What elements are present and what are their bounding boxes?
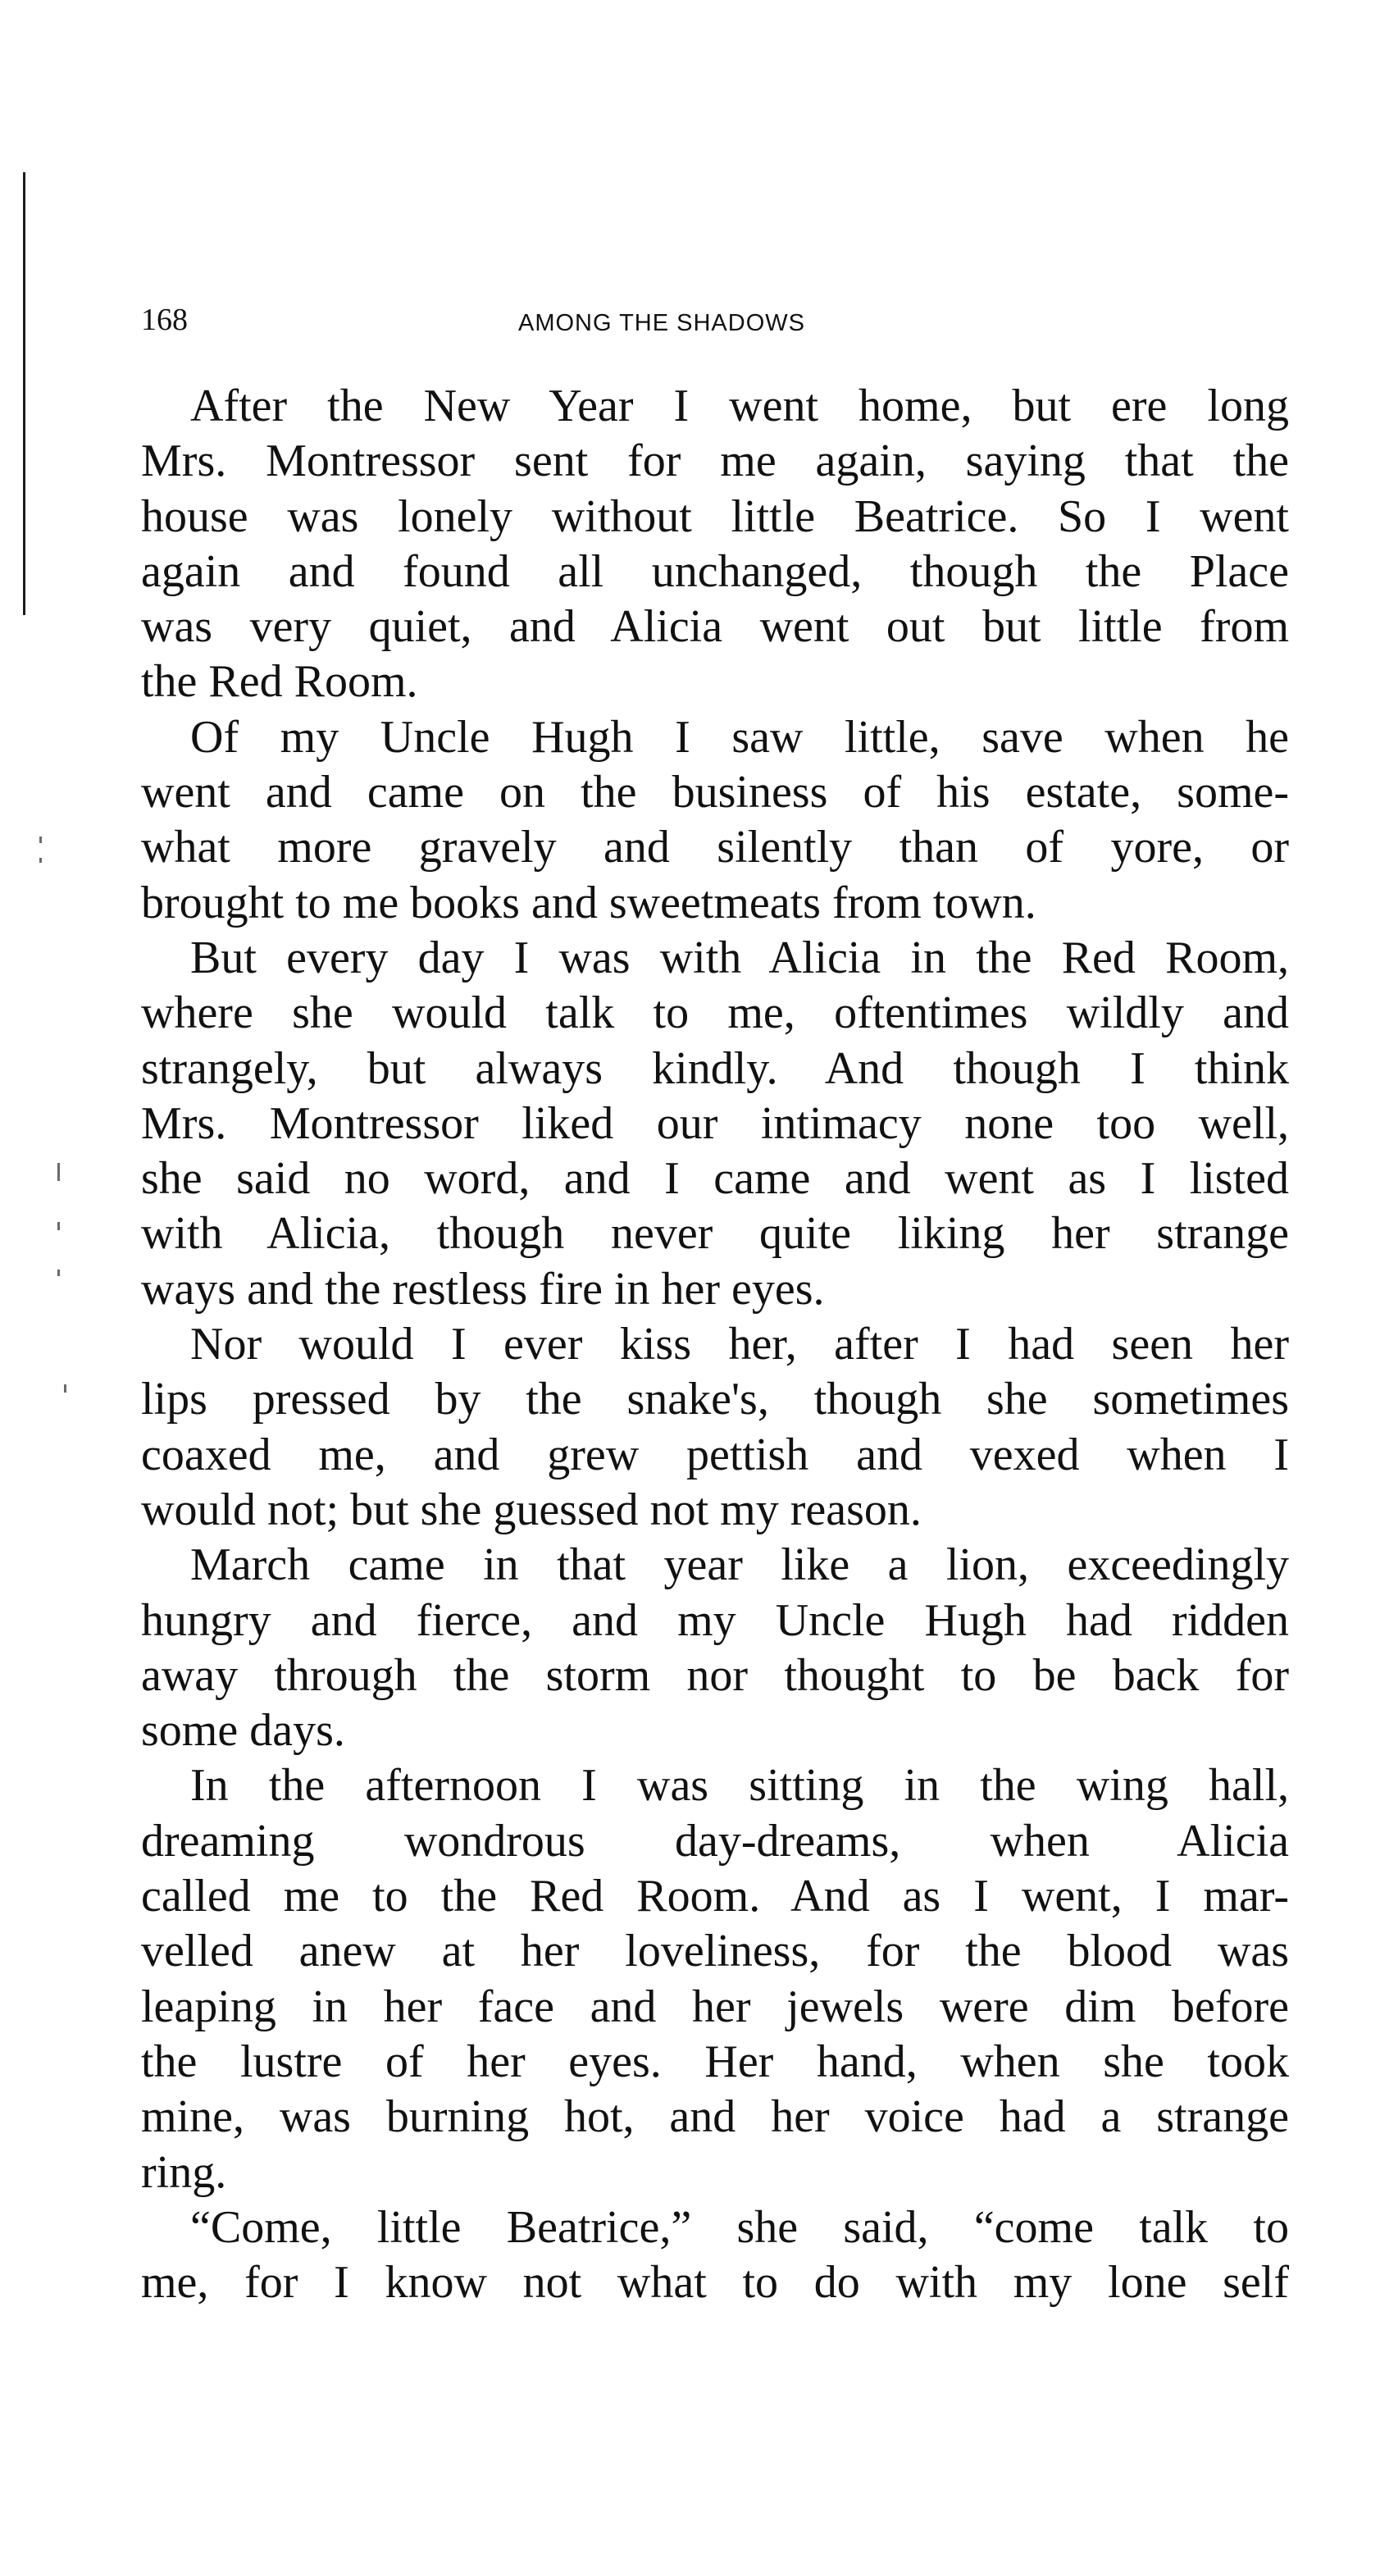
text-line: Mrs. Montressor sent for me again, saying that the	[141, 435, 1289, 487]
text-line: would not; but she guessed not my reason.	[141, 1484, 922, 1535]
text-line: brought to me books and sweetmeats from town.	[141, 877, 1036, 928]
text-line: she said no word, and I came and went as I listed	[141, 1153, 1289, 1205]
running-head	[141, 302, 1289, 338]
text-line: where she would talk to me, oftentimes wildly and	[141, 987, 1289, 1039]
text-line: house was lonely without little Beatrice. So I went	[141, 490, 1289, 542]
text-line: the Red Room.	[141, 656, 418, 708]
text-line: But every day I was with Alicia in the Red Room,	[190, 932, 1289, 983]
text-line: In the afternoon I was sitting in the wing hall,	[190, 1760, 1289, 1812]
text-line: what more gravely and silently than of yore, or	[141, 822, 1289, 873]
text-line: again and found all unchanged, though the Place	[141, 545, 1289, 597]
text-line: the lustre of her eyes. Her hand, when she took	[141, 2036, 1289, 2087]
text-line: Nor would I ever kiss her, after I had seen her	[190, 1319, 1289, 1370]
text-line: Mrs. Montressor liked our intimacy none too well,	[141, 1097, 1289, 1149]
text-line: After the New Year I went home, but ere long	[190, 381, 1289, 431]
text-line: leaping in her face and her jewels were dim before	[141, 1981, 1289, 2032]
body-text	[141, 379, 1289, 2310]
scan-margin-rule	[23, 172, 25, 615]
text-line: Of my Uncle Hugh I saw little, save when he	[190, 711, 1289, 763]
text-line: hungry and fierce, and my Uncle Hugh had ridden	[141, 1594, 1289, 1646]
text-line: ring.	[141, 2146, 227, 2198]
scan-speck	[57, 1163, 60, 1181]
page-number: 168	[141, 303, 188, 337]
scan-speck	[64, 1384, 66, 1393]
scan-speck	[57, 1270, 60, 1276]
text-line: me, for I know not what to do with my lone self	[141, 2257, 1289, 2309]
book-title: AMONG THE SHADOWS	[518, 310, 805, 336]
text-line: strangely, but always kindly. And though I think	[141, 1042, 1289, 1094]
text-line: dreaming wondrous day-dreams, when Alicia	[141, 1815, 1289, 1867]
scan-speck	[57, 1222, 60, 1230]
text-line: ways and the restless fire in her eyes.	[141, 1263, 825, 1315]
text-line: “Come, little Beatrice,” she said, “come talk to	[190, 2201, 1289, 2253]
text-line: coaxed me, and grew pettish and vexed when I	[141, 1429, 1289, 1480]
text-line: called me to the Red Room. And as I went, I mar-	[141, 1871, 1289, 1922]
scan-speck	[39, 858, 42, 863]
text-line: some days.	[141, 1705, 345, 1757]
text-line: mine, was burning hot, and her voice had a strange	[141, 2091, 1289, 2143]
text-line: March came in that year like a lion, exceedingly	[190, 1539, 1289, 1591]
text-line: velled anew at her loveliness, for the blood was	[141, 1926, 1289, 1977]
text-line: with Alicia, though never quite liking her strange	[141, 1208, 1289, 1260]
text-line: lips pressed by the snake's, though she sometimes	[141, 1374, 1289, 1425]
scan-speck	[39, 837, 42, 843]
text-line: was very quiet, and Alicia went out but little from	[141, 601, 1289, 653]
text-line: away through the storm nor thought to be back for	[141, 1649, 1289, 1701]
text-line: went and came on the business of his estate, some-	[141, 767, 1289, 818]
